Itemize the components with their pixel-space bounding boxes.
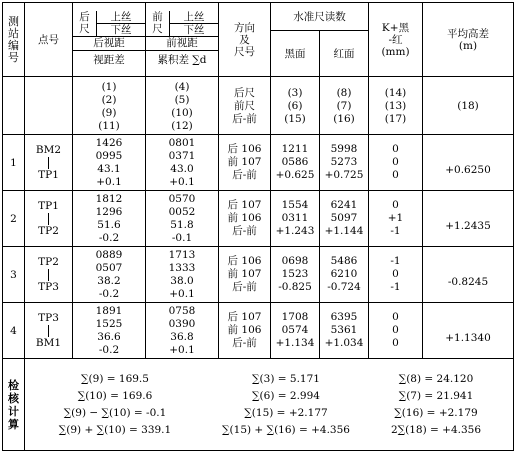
avg-height-diff-header: 平均高差 (m) xyxy=(423,3,514,77)
k-black-red-header: K+黑 -红 (mm) xyxy=(369,3,423,77)
front-ruler-header: 前 尺 上丝 下丝 前视距 累积差 ∑d xyxy=(146,3,219,77)
station-row: 2 TP1 TP2 1812 1296 51.6 -0.2 0570 0052 51.8 -0.1 后 107 前 106 后-前 1554 0311 +1.243 6241 5097 +1.144 0 +1 -1 +1.2435 xyxy=(3,191,514,247)
check-formula: ∑(16) = +2.179 xyxy=(394,407,478,419)
station-row: 4 TP3 BM1 1891 1525 36.6 -0.2 0758 0390 36.8 +0.1 后 107 前 106 后-前 1708 0574 +1.134 6395 5361 +1.034 0 0 0 +1.1340 xyxy=(3,303,514,359)
check-formula: ∑(8) = 24.120 xyxy=(398,373,474,385)
check-label: 检 核 计 算 xyxy=(3,359,25,451)
leveling-table xyxy=(2,2,514,451)
rear-ruler-header: 后 尺 上丝 下丝 后视距 视距差 xyxy=(73,3,146,77)
check-formula: ∑(9) = 169.5 xyxy=(81,373,149,385)
check-formula: ∑(15) + ∑(16) = +4.356 xyxy=(222,424,350,436)
index-row: (1) (2) (9) (11) (4) (5) (10) (12) 后尺 前尺 后-前 (3) (6) (15) (8) (7) (16) (14) (13) (17) (18) xyxy=(3,77,514,135)
check-formula: ∑(9) + ∑(10) = 339.1 xyxy=(58,424,172,436)
check-formula: ∑(9) − ∑(10) = -0.1 xyxy=(63,407,167,419)
station-row: 1 BM2 TP1 1426 0995 43.1 +0.1 0801 0371 43.0 +0.1 后 106 前 107 后-前 1211 0586 +0.625 5998 5273 +0.725 0 0 0 +0.6250 xyxy=(3,135,514,191)
direction-header: 方向 及 尺号 xyxy=(219,3,271,77)
point-no-header: 点号 xyxy=(25,3,73,77)
reading-header: 水准尺读数 xyxy=(271,3,369,31)
check-formula: ∑(15) = +2.177 xyxy=(244,407,328,419)
black-face-header: 黑面 xyxy=(271,31,320,77)
station-row: 3 TP2 TP3 0889 0507 38.2 -0.2 1713 1333 38.0 +0.1 后 106 前 107 后-前 0698 1523 -0.825 5486 6210 -0.724 -1 0 -1 -0.8245 xyxy=(3,247,514,303)
station-no-header: 测 站 编 号 xyxy=(3,3,25,77)
check-formula: 2∑(18) = +4.356 xyxy=(390,424,482,436)
check-formula: ∑(7) = 21.941 xyxy=(398,390,474,402)
check-formula: ∑(3) = 5.171 xyxy=(252,373,320,385)
check-formula: ∑(6) = 2.994 xyxy=(252,390,320,402)
check-formula: ∑(10) = 169.6 xyxy=(77,390,153,402)
check-formulas xyxy=(25,359,514,451)
red-face-header: 红面 xyxy=(320,31,369,77)
check-calculation-row xyxy=(3,359,514,451)
